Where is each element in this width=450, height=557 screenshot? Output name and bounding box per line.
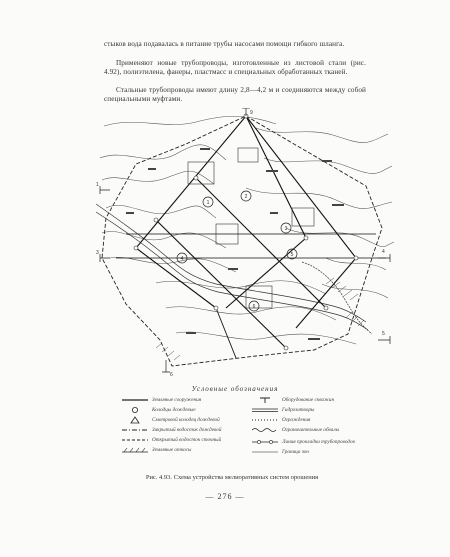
dashed-line-symbol — [122, 436, 148, 444]
legend-item — [252, 426, 339, 434]
zone-label-1: 1 — [206, 200, 210, 206]
legend-label: Гидрозатворы — [282, 407, 315, 413]
solid-line-symbol — [122, 396, 148, 404]
marker-label-5: 5 — [382, 331, 385, 337]
hatch-symbol — [122, 446, 148, 454]
legend-label: Линия прокладки трубопроводов — [282, 439, 355, 445]
zone-label-2: 2 — [244, 194, 248, 200]
legend-item — [122, 406, 196, 414]
legend-label: Смотровой колодец дождевой — [152, 417, 220, 423]
zone-markers — [177, 191, 297, 311]
circles-line-symbol — [252, 438, 278, 446]
zone-label-4: 4 — [180, 256, 184, 262]
legend-label: Ограничительные обвалы — [282, 427, 340, 433]
legend-item — [252, 438, 355, 446]
marker-label-9: 9 — [250, 110, 253, 116]
marker-label-3: 3 — [96, 250, 99, 256]
triangle-symbol — [122, 416, 148, 424]
paragraph-1: стыков вода подавалась в питание трубы насосами помощи гибкого шланга. — [104, 40, 345, 48]
legend-item — [252, 396, 334, 404]
double-line-symbol — [252, 406, 278, 414]
legend-label: Ограждения — [282, 417, 311, 423]
paragraph-2: Применяют новые трубопроводы, изготовленные из листовой стали (рис. 4.92), полиэтилена, фанеры, пластмасс и специальных обработанных тканей. — [104, 59, 366, 76]
system-boundary — [102, 116, 382, 366]
tee-symbol — [252, 396, 278, 404]
zone-label-5: 5 — [290, 252, 294, 258]
paragraph-3: Стальные трубопроводы имеют длину 2,8—4,2 м и соединяются между собой специальными муфтами. — [104, 86, 366, 103]
figure-caption: Рис. 4.93. Схема устройства мелиоративных систем орошения — [145, 474, 319, 481]
marker-label-4: 4 — [382, 249, 385, 255]
legend-label: Закрытый водосток дождевой — [152, 427, 222, 433]
legend-item — [252, 448, 309, 456]
page-number: — 276 — — [205, 492, 245, 501]
section-markers — [100, 108, 390, 372]
map-legend — [122, 396, 372, 466]
legend-item — [122, 446, 191, 454]
marker-label-6: 6 — [170, 372, 173, 378]
legend-label: Земляные сооружения — [152, 397, 202, 403]
circle-symbol — [122, 406, 148, 414]
legend-label: Оборудование скважин — [282, 397, 335, 403]
legend-item — [252, 406, 314, 414]
legend-item — [122, 416, 220, 424]
zone-label-3: 3 — [284, 226, 288, 232]
legend-item — [122, 396, 201, 404]
legend-item — [252, 416, 310, 424]
legend-item — [122, 436, 221, 444]
legend-label: Колодцы дождевые — [152, 407, 196, 413]
zone-label-6: 6 — [252, 304, 256, 310]
marker-label-1: 1 — [96, 182, 99, 188]
legend-label: Открытый водосток сточный — [152, 437, 222, 443]
wave-line-symbol — [252, 426, 278, 434]
legend-item — [122, 426, 221, 434]
irrigation-plots — [188, 148, 314, 308]
legend-label: Граница зон — [282, 449, 309, 455]
dotted-line-symbol — [252, 416, 278, 424]
site-plan-map — [96, 108, 396, 380]
dashdot-line-symbol — [122, 426, 148, 434]
embankments — [156, 278, 364, 360]
legend-title: Условные обозначения — [191, 385, 279, 393]
pipeline-network — [116, 116, 386, 358]
legend-label: Земляные откосы — [152, 447, 192, 453]
thin-line-symbol — [252, 448, 278, 456]
